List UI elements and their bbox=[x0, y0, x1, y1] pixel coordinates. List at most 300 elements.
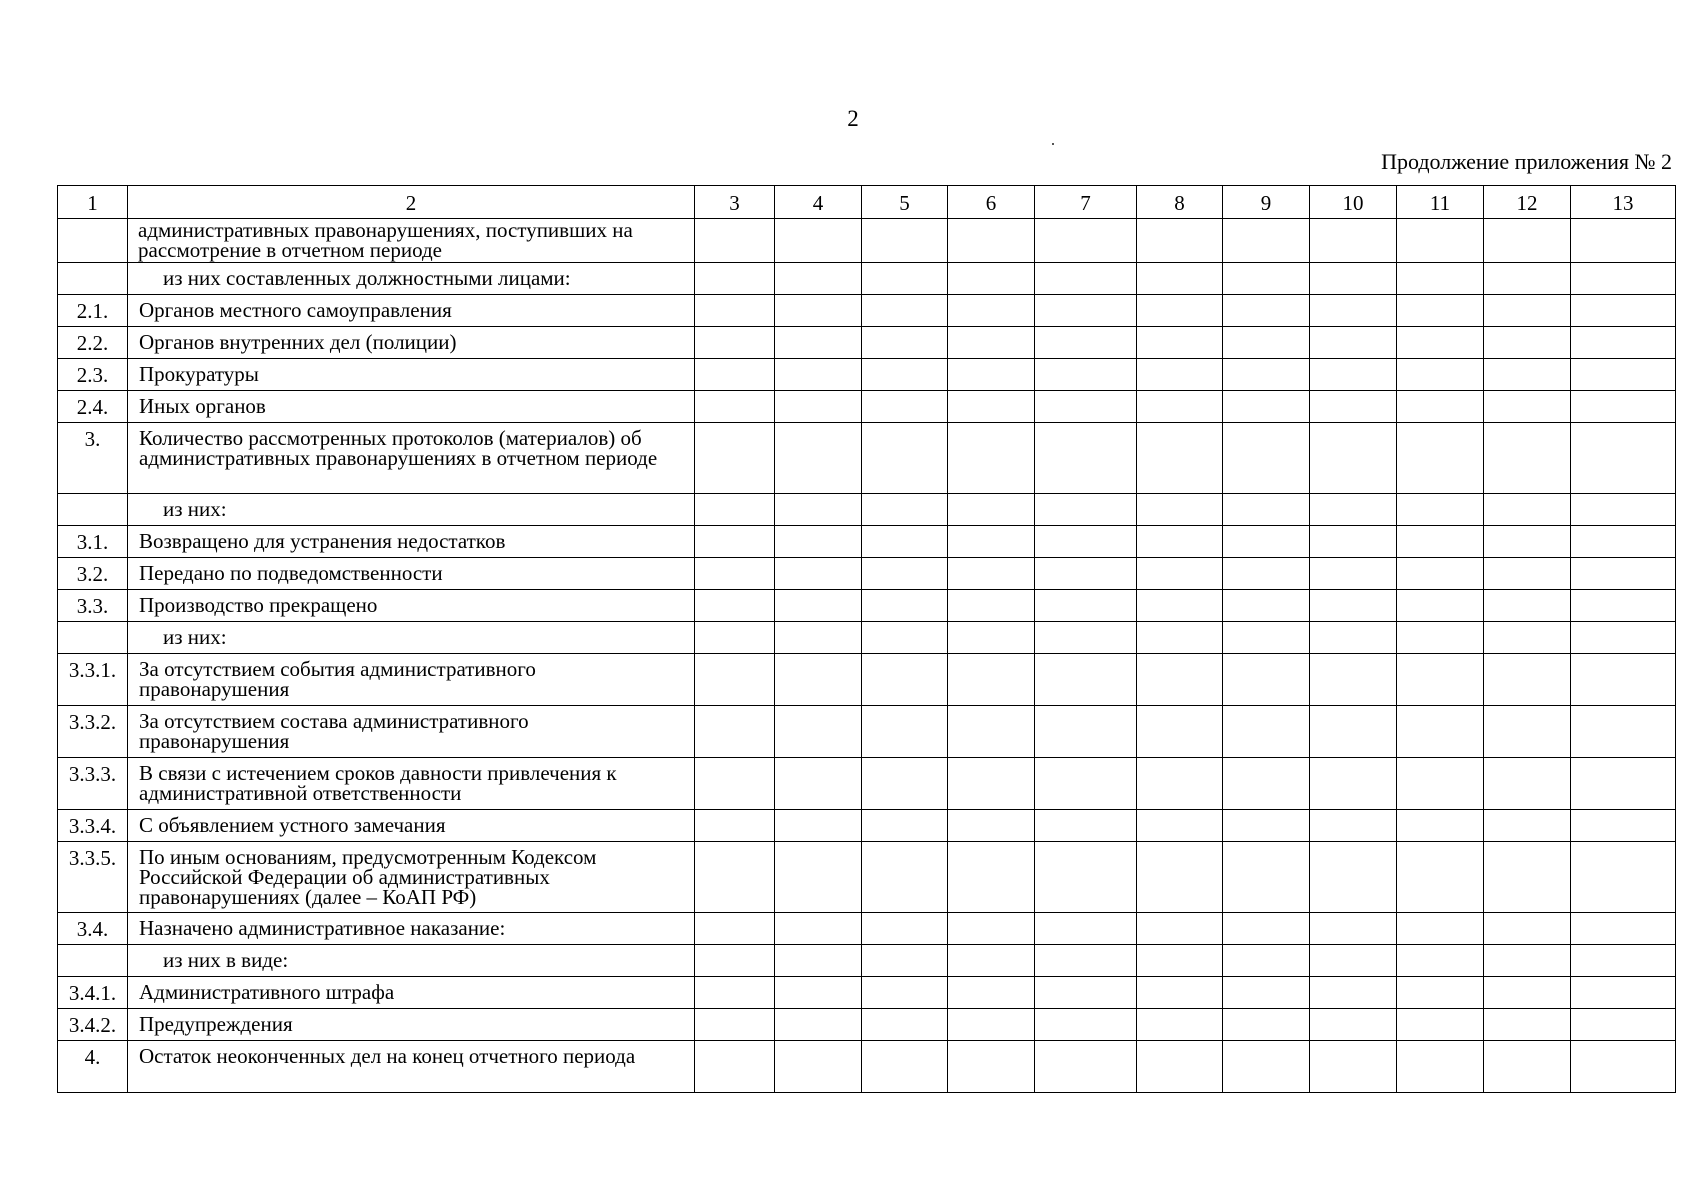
column-header: 1 bbox=[58, 186, 128, 219]
value-cell bbox=[1137, 526, 1223, 558]
row-label: Органов внутренних дел (полиции) bbox=[128, 327, 695, 359]
value-cell bbox=[775, 654, 862, 706]
continuation-label: Продолжение приложения № 2 bbox=[1381, 149, 1672, 174]
value-cell bbox=[948, 391, 1035, 423]
value-cell bbox=[1223, 263, 1310, 295]
value-cell bbox=[1571, 654, 1676, 706]
value-cell bbox=[1137, 842, 1223, 913]
value-cell bbox=[1571, 977, 1676, 1009]
value-cell bbox=[1310, 359, 1397, 391]
value-cell bbox=[775, 945, 862, 977]
value-cell bbox=[695, 977, 775, 1009]
value-cell bbox=[1310, 1041, 1397, 1093]
value-cell bbox=[1223, 945, 1310, 977]
table-row bbox=[58, 494, 1676, 526]
row-label: из них составленных должностными лицами: bbox=[128, 263, 695, 295]
value-cell bbox=[1397, 526, 1484, 558]
value-cell bbox=[948, 327, 1035, 359]
value-cell bbox=[1397, 706, 1484, 758]
value-cell bbox=[1035, 327, 1137, 359]
value-cell bbox=[1484, 263, 1571, 295]
value-cell bbox=[695, 1041, 775, 1093]
value-cell bbox=[862, 359, 948, 391]
row-label: Административного штрафа bbox=[128, 977, 695, 1009]
value-cell bbox=[1223, 758, 1310, 810]
value-cell bbox=[1035, 590, 1137, 622]
value-cell bbox=[1571, 1009, 1676, 1041]
value-cell bbox=[862, 295, 948, 327]
value-cell bbox=[1137, 977, 1223, 1009]
value-cell bbox=[862, 810, 948, 842]
table-row bbox=[58, 706, 1676, 758]
table-row bbox=[58, 810, 1676, 842]
value-cell bbox=[862, 842, 948, 913]
value-cell bbox=[862, 1009, 948, 1041]
value-cell bbox=[1137, 494, 1223, 526]
column-header: 7 bbox=[1035, 186, 1137, 219]
value-cell bbox=[695, 945, 775, 977]
value-cell bbox=[1310, 423, 1397, 494]
value-cell bbox=[1310, 622, 1397, 654]
row-label: Остаток неоконченных дел на конец отчетного периода bbox=[128, 1041, 695, 1093]
value-cell bbox=[1137, 945, 1223, 977]
value-cell bbox=[1035, 526, 1137, 558]
value-cell bbox=[1035, 913, 1137, 945]
row-label: административных правонарушениях, поступивших на рассмотрение в отчетном периоде bbox=[128, 219, 695, 263]
table-row bbox=[58, 1041, 1676, 1093]
value-cell bbox=[862, 327, 948, 359]
value-cell bbox=[695, 913, 775, 945]
value-cell bbox=[1484, 654, 1571, 706]
value-cell bbox=[1397, 977, 1484, 1009]
value-cell bbox=[948, 810, 1035, 842]
table-row bbox=[58, 654, 1676, 706]
value-cell bbox=[695, 842, 775, 913]
value-cell bbox=[695, 758, 775, 810]
value-cell bbox=[1035, 810, 1137, 842]
value-cell bbox=[1137, 1009, 1223, 1041]
value-cell bbox=[1310, 263, 1397, 295]
value-cell bbox=[1484, 622, 1571, 654]
value-cell bbox=[695, 359, 775, 391]
row-number: 3.3.4. bbox=[58, 810, 128, 842]
row-number: 2.1. bbox=[58, 295, 128, 327]
table-row bbox=[58, 263, 1676, 295]
row-label: Количество рассмотренных протоколов (материалов) об административных правонарушениях в отчетном периоде bbox=[128, 423, 695, 494]
value-cell bbox=[1397, 590, 1484, 622]
row-number: 3.1. bbox=[58, 526, 128, 558]
column-header: 9 bbox=[1223, 186, 1310, 219]
value-cell bbox=[1397, 219, 1484, 263]
value-cell bbox=[775, 295, 862, 327]
value-cell bbox=[1571, 327, 1676, 359]
row-number: 4. bbox=[58, 1041, 128, 1093]
value-cell bbox=[862, 263, 948, 295]
row-number: 3.3.2. bbox=[58, 706, 128, 758]
table-row bbox=[58, 391, 1676, 423]
value-cell bbox=[1035, 1041, 1137, 1093]
table-row bbox=[58, 327, 1676, 359]
value-cell bbox=[1310, 219, 1397, 263]
value-cell bbox=[948, 1041, 1035, 1093]
value-cell bbox=[695, 219, 775, 263]
value-cell bbox=[1484, 359, 1571, 391]
table-row bbox=[58, 423, 1676, 494]
value-cell bbox=[1137, 706, 1223, 758]
value-cell bbox=[695, 391, 775, 423]
table-row bbox=[58, 359, 1676, 391]
value-cell bbox=[1223, 558, 1310, 590]
value-cell bbox=[1035, 494, 1137, 526]
value-cell bbox=[1223, 1041, 1310, 1093]
table-row bbox=[58, 526, 1676, 558]
row-label: Возвращено для устранения недостатков bbox=[128, 526, 695, 558]
value-cell bbox=[1484, 1041, 1571, 1093]
table-row bbox=[58, 622, 1676, 654]
value-cell bbox=[1484, 526, 1571, 558]
row-number: 2.3. bbox=[58, 359, 128, 391]
value-cell bbox=[775, 842, 862, 913]
value-cell bbox=[1571, 590, 1676, 622]
row-number: 2.2. bbox=[58, 327, 128, 359]
value-cell bbox=[1223, 977, 1310, 1009]
value-cell bbox=[775, 1041, 862, 1093]
value-cell bbox=[862, 219, 948, 263]
scan-speck bbox=[1052, 143, 1054, 145]
value-cell bbox=[1035, 654, 1137, 706]
value-cell bbox=[862, 622, 948, 654]
row-number: 3.3.3. bbox=[58, 758, 128, 810]
value-cell bbox=[948, 842, 1035, 913]
value-cell bbox=[1310, 758, 1397, 810]
row-number: 2.4. bbox=[58, 391, 128, 423]
value-cell bbox=[775, 327, 862, 359]
value-cell bbox=[1310, 842, 1397, 913]
value-cell bbox=[1397, 423, 1484, 494]
row-label: Иных органов bbox=[128, 391, 695, 423]
row-number: 3.3.5. bbox=[58, 842, 128, 913]
row-label: Прокуратуры bbox=[128, 359, 695, 391]
value-cell bbox=[1035, 1009, 1137, 1041]
value-cell bbox=[1484, 977, 1571, 1009]
value-cell bbox=[775, 977, 862, 1009]
row-number: 3.4.1. bbox=[58, 977, 128, 1009]
value-cell bbox=[1571, 526, 1676, 558]
table-row bbox=[58, 842, 1676, 913]
row-label: С объявлением устного замечания bbox=[128, 810, 695, 842]
table-row bbox=[58, 558, 1676, 590]
value-cell bbox=[1310, 810, 1397, 842]
value-cell bbox=[1484, 558, 1571, 590]
row-label: Производство прекращено bbox=[128, 590, 695, 622]
row-number bbox=[58, 622, 128, 654]
value-cell bbox=[1223, 391, 1310, 423]
value-cell bbox=[1223, 327, 1310, 359]
value-cell bbox=[1571, 494, 1676, 526]
value-cell bbox=[1035, 423, 1137, 494]
value-cell bbox=[1484, 327, 1571, 359]
value-cell bbox=[1035, 706, 1137, 758]
value-cell bbox=[1310, 327, 1397, 359]
row-label: из них в виде: bbox=[128, 945, 695, 977]
value-cell bbox=[1223, 219, 1310, 263]
value-cell bbox=[1035, 295, 1137, 327]
table-row bbox=[58, 295, 1676, 327]
value-cell bbox=[1223, 295, 1310, 327]
row-number: 3.3. bbox=[58, 590, 128, 622]
value-cell bbox=[948, 263, 1035, 295]
value-cell bbox=[1035, 945, 1137, 977]
value-cell bbox=[1223, 810, 1310, 842]
value-cell bbox=[1310, 590, 1397, 622]
value-cell bbox=[1137, 295, 1223, 327]
value-cell bbox=[862, 1041, 948, 1093]
value-cell bbox=[1223, 654, 1310, 706]
page-number: 2 bbox=[847, 106, 859, 131]
value-cell bbox=[1484, 842, 1571, 913]
value-cell bbox=[948, 219, 1035, 263]
value-cell bbox=[948, 945, 1035, 977]
value-cell bbox=[775, 359, 862, 391]
row-number bbox=[58, 494, 128, 526]
row-number: 3.4.2. bbox=[58, 1009, 128, 1041]
row-number bbox=[58, 945, 128, 977]
row-label: В связи с истечением сроков давности привлечения к административной ответственности bbox=[128, 758, 695, 810]
value-cell bbox=[1484, 423, 1571, 494]
value-cell bbox=[1310, 913, 1397, 945]
value-cell bbox=[862, 494, 948, 526]
value-cell bbox=[695, 263, 775, 295]
value-cell bbox=[862, 423, 948, 494]
value-cell bbox=[1310, 295, 1397, 327]
value-cell bbox=[1571, 1041, 1676, 1093]
value-cell bbox=[862, 391, 948, 423]
value-cell bbox=[695, 526, 775, 558]
value-cell bbox=[1571, 359, 1676, 391]
value-cell bbox=[1484, 295, 1571, 327]
column-number-row bbox=[58, 186, 1676, 219]
value-cell bbox=[1223, 590, 1310, 622]
value-cell bbox=[948, 295, 1035, 327]
value-cell bbox=[1223, 359, 1310, 391]
value-cell bbox=[948, 359, 1035, 391]
value-cell bbox=[775, 1009, 862, 1041]
value-cell bbox=[1137, 1041, 1223, 1093]
value-cell bbox=[1397, 622, 1484, 654]
value-cell bbox=[1571, 295, 1676, 327]
row-label: По иным основаниям, предусмотренным Кодексом Российской Федерации об административных правонарушениях (далее – КоАП РФ) bbox=[128, 842, 695, 913]
value-cell bbox=[1137, 590, 1223, 622]
value-cell bbox=[775, 590, 862, 622]
value-cell bbox=[1223, 913, 1310, 945]
value-cell bbox=[1035, 622, 1137, 654]
row-label: из них: bbox=[128, 494, 695, 526]
value-cell bbox=[1223, 706, 1310, 758]
value-cell bbox=[1571, 810, 1676, 842]
value-cell bbox=[695, 590, 775, 622]
value-cell bbox=[775, 810, 862, 842]
value-cell bbox=[1484, 706, 1571, 758]
value-cell bbox=[1397, 654, 1484, 706]
value-cell bbox=[1310, 706, 1397, 758]
value-cell bbox=[1137, 758, 1223, 810]
column-header: 11 bbox=[1397, 186, 1484, 219]
value-cell bbox=[948, 622, 1035, 654]
column-header: 3 bbox=[695, 186, 775, 219]
value-cell bbox=[775, 423, 862, 494]
value-cell bbox=[948, 654, 1035, 706]
value-cell bbox=[862, 590, 948, 622]
value-cell bbox=[1035, 977, 1137, 1009]
value-cell bbox=[1035, 219, 1137, 263]
value-cell bbox=[1484, 1009, 1571, 1041]
value-cell bbox=[1571, 622, 1676, 654]
value-cell bbox=[1310, 526, 1397, 558]
row-number bbox=[58, 263, 128, 295]
value-cell bbox=[775, 758, 862, 810]
value-cell bbox=[948, 1009, 1035, 1041]
value-cell bbox=[695, 810, 775, 842]
value-cell bbox=[1035, 391, 1137, 423]
value-cell bbox=[695, 295, 775, 327]
row-number: 3.3.1. bbox=[58, 654, 128, 706]
row-label: Назначено административное наказание: bbox=[128, 913, 695, 945]
value-cell bbox=[1397, 391, 1484, 423]
value-cell bbox=[948, 526, 1035, 558]
value-cell bbox=[862, 706, 948, 758]
value-cell bbox=[695, 423, 775, 494]
column-header: 8 bbox=[1137, 186, 1223, 219]
value-cell bbox=[1035, 558, 1137, 590]
value-cell bbox=[862, 758, 948, 810]
value-cell bbox=[695, 1009, 775, 1041]
value-cell bbox=[1137, 327, 1223, 359]
value-cell bbox=[1571, 391, 1676, 423]
column-header: 4 bbox=[775, 186, 862, 219]
value-cell bbox=[1035, 842, 1137, 913]
column-header: 2 bbox=[128, 186, 695, 219]
statistics-table bbox=[57, 185, 1676, 1093]
value-cell bbox=[1137, 622, 1223, 654]
table-row bbox=[58, 913, 1676, 945]
value-cell bbox=[1137, 391, 1223, 423]
value-cell bbox=[1571, 913, 1676, 945]
value-cell bbox=[1397, 494, 1484, 526]
row-label: За отсутствием события административного правонарушения bbox=[128, 654, 695, 706]
value-cell bbox=[1310, 494, 1397, 526]
row-label: из них: bbox=[128, 622, 695, 654]
value-cell bbox=[1137, 423, 1223, 494]
value-cell bbox=[1484, 590, 1571, 622]
row-label: За отсутствием состава административного правонарушения bbox=[128, 706, 695, 758]
value-cell bbox=[1223, 1009, 1310, 1041]
value-cell bbox=[1397, 558, 1484, 590]
value-cell bbox=[948, 706, 1035, 758]
table-row bbox=[58, 977, 1676, 1009]
value-cell bbox=[1571, 706, 1676, 758]
value-cell bbox=[1397, 913, 1484, 945]
value-cell bbox=[1223, 526, 1310, 558]
value-cell bbox=[1397, 810, 1484, 842]
value-cell bbox=[695, 494, 775, 526]
table-row bbox=[58, 758, 1676, 810]
value-cell bbox=[1397, 327, 1484, 359]
value-cell bbox=[948, 423, 1035, 494]
row-label: Передано по подведомственности bbox=[128, 558, 695, 590]
value-cell bbox=[1035, 359, 1137, 391]
value-cell bbox=[1223, 423, 1310, 494]
value-cell bbox=[1397, 758, 1484, 810]
table-row bbox=[58, 590, 1676, 622]
row-number: 3. bbox=[58, 423, 128, 494]
value-cell bbox=[695, 706, 775, 758]
value-cell bbox=[775, 913, 862, 945]
value-cell bbox=[775, 526, 862, 558]
value-cell bbox=[1137, 913, 1223, 945]
value-cell bbox=[1571, 423, 1676, 494]
value-cell bbox=[862, 654, 948, 706]
value-cell bbox=[1137, 654, 1223, 706]
value-cell bbox=[775, 558, 862, 590]
value-cell bbox=[948, 758, 1035, 810]
table-row bbox=[58, 945, 1676, 977]
value-cell bbox=[1397, 1009, 1484, 1041]
value-cell bbox=[1310, 391, 1397, 423]
value-cell bbox=[1137, 810, 1223, 842]
value-cell bbox=[1035, 758, 1137, 810]
value-cell bbox=[1397, 1041, 1484, 1093]
value-cell bbox=[862, 558, 948, 590]
value-cell bbox=[1223, 842, 1310, 913]
value-cell bbox=[862, 945, 948, 977]
value-cell bbox=[695, 558, 775, 590]
value-cell bbox=[862, 526, 948, 558]
value-cell bbox=[1397, 295, 1484, 327]
value-cell bbox=[1484, 391, 1571, 423]
value-cell bbox=[775, 622, 862, 654]
column-header: 13 bbox=[1571, 186, 1676, 219]
value-cell bbox=[1035, 263, 1137, 295]
value-cell bbox=[862, 913, 948, 945]
value-cell bbox=[1137, 359, 1223, 391]
value-cell bbox=[1484, 219, 1571, 263]
value-cell bbox=[948, 913, 1035, 945]
value-cell bbox=[775, 263, 862, 295]
value-cell bbox=[1223, 622, 1310, 654]
value-cell bbox=[1310, 1009, 1397, 1041]
row-number: 3.4. bbox=[58, 913, 128, 945]
value-cell bbox=[1571, 263, 1676, 295]
value-cell bbox=[775, 494, 862, 526]
value-cell bbox=[1397, 945, 1484, 977]
value-cell bbox=[1571, 945, 1676, 977]
column-header: 12 bbox=[1484, 186, 1571, 219]
row-number: 3.2. bbox=[58, 558, 128, 590]
value-cell bbox=[1397, 263, 1484, 295]
value-cell bbox=[775, 706, 862, 758]
row-number bbox=[58, 219, 128, 263]
column-header: 10 bbox=[1310, 186, 1397, 219]
value-cell bbox=[1310, 977, 1397, 1009]
value-cell bbox=[1484, 810, 1571, 842]
column-header: 5 bbox=[862, 186, 948, 219]
value-cell bbox=[1310, 558, 1397, 590]
value-cell bbox=[695, 327, 775, 359]
value-cell bbox=[1571, 219, 1676, 263]
value-cell bbox=[948, 590, 1035, 622]
value-cell bbox=[1310, 654, 1397, 706]
value-cell bbox=[1137, 219, 1223, 263]
